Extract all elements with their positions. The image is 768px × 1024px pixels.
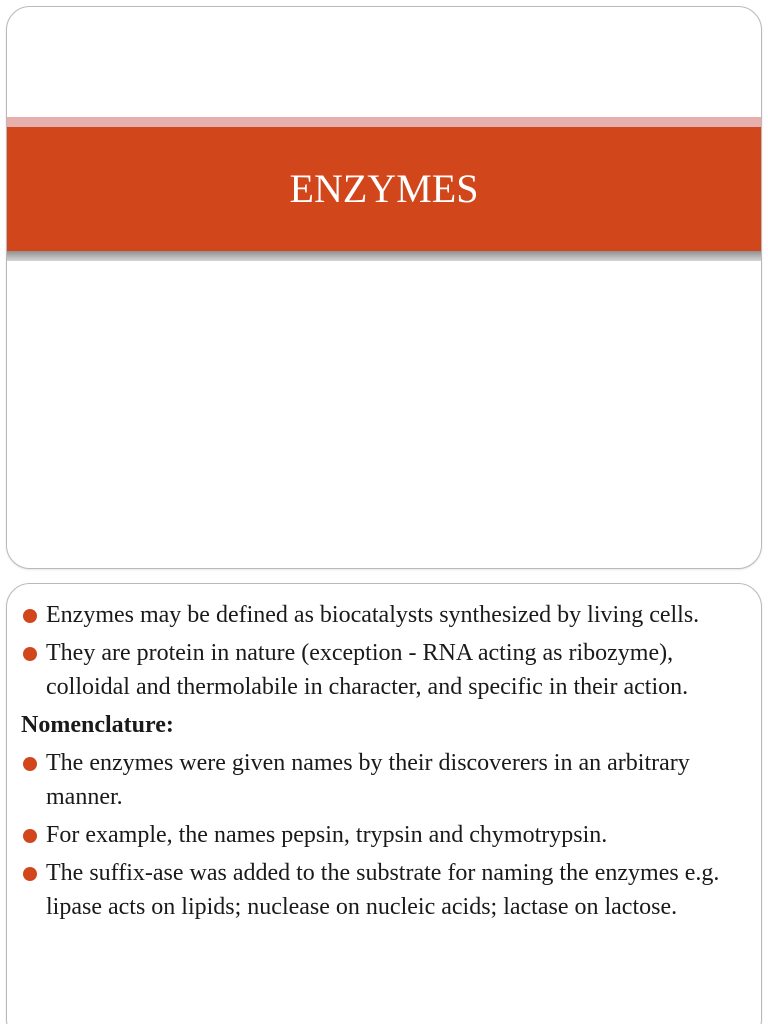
- bullet-item: [21, 746, 751, 814]
- bullet-text: The enzymes were given names by their discoverers in an arbitrary manner.: [46, 750, 690, 810]
- bullet-item: [21, 818, 751, 852]
- bullet-item: [21, 636, 751, 704]
- content-slide: [6, 583, 762, 1024]
- bullet-item: [21, 598, 751, 632]
- title-slide: [6, 6, 762, 569]
- bullet-text: Enzymes may be defined as biocatalysts synthesized by living cells.: [46, 602, 700, 628]
- title-band-shadow: [7, 251, 761, 261]
- bullet-dot-icon: [23, 647, 37, 661]
- bullet-dot-icon: [23, 609, 37, 623]
- bullet-text: For example, the names pepsin, trypsin and chymotrypsin.: [46, 822, 608, 848]
- bullet-item: [21, 856, 751, 924]
- title-band-top-stripe: [7, 117, 761, 127]
- bullet-dot-icon: [23, 829, 37, 843]
- bullet-dot-icon: [23, 867, 37, 881]
- slide-title: ENZYMES: [289, 166, 479, 211]
- bullet-text: They are protein in nature (exception - RNA acting as ribozyme), colloidal and thermolabile in character, and specific in their action.: [46, 640, 689, 700]
- bullet-dot-icon: [23, 757, 37, 771]
- bullet-text: The suffix-ase was added to the substrate for naming the enzymes e.g. lipase acts on lipids; nuclease on nucleic acids; lactase on lactose.: [46, 860, 720, 920]
- slide-content: [21, 598, 751, 928]
- section-heading: Nomenclature:: [21, 712, 174, 738]
